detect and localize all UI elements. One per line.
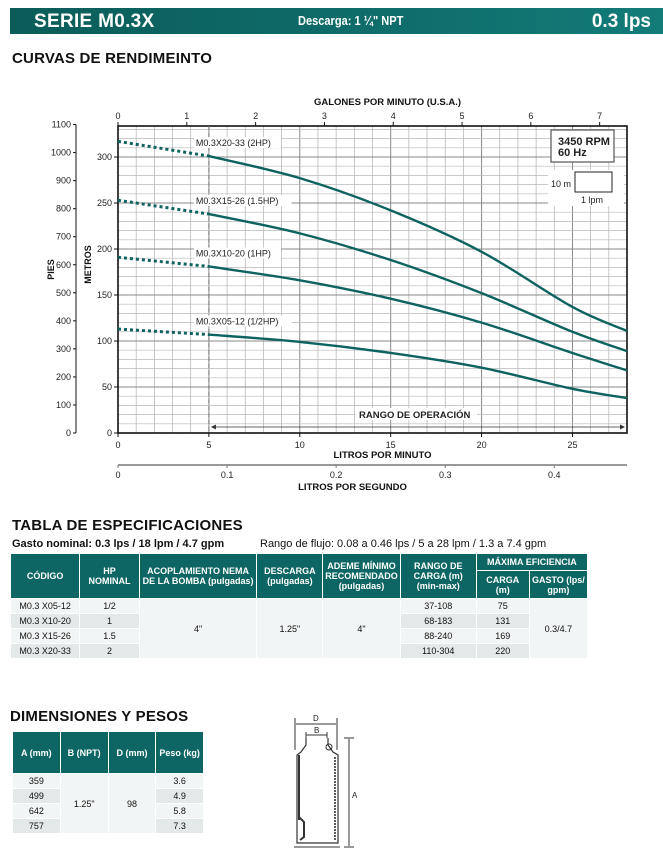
head-cell: 131 xyxy=(476,614,529,629)
nema-cell: 4" xyxy=(139,599,257,659)
head-cell: 169 xyxy=(476,629,529,644)
spec-title: TABLA DE ESPECIFICACIONES xyxy=(12,517,243,534)
hp-cell: 1 xyxy=(80,614,139,629)
x-tick-label: 5 xyxy=(206,440,212,450)
col-max-eff: MÁXIMA EFICIENCIA xyxy=(476,554,587,571)
gpm-axis-label: GALONES POR MINUTO (U.S.A.) xyxy=(313,97,462,108)
weight-cell: 7.3 xyxy=(156,819,204,834)
gpm-tick-label: 2 xyxy=(253,111,259,121)
y-tick-label: 50 xyxy=(101,382,112,392)
arrowhead-left xyxy=(211,425,216,430)
nominal-flow: 0.3 lps xyxy=(591,11,651,32)
spec-row xyxy=(11,599,588,614)
code-cell: M0.3 X10-20 xyxy=(11,614,80,629)
weight-cell: 5.8 xyxy=(156,804,204,819)
col-weight: Peso (kg) xyxy=(156,732,204,774)
label-b: B xyxy=(314,726,320,735)
hp-cell: 1.5 xyxy=(80,629,139,644)
scale-legend-vertical: 10 m xyxy=(551,179,572,189)
discharge-cell: 1.25" xyxy=(257,599,323,659)
dims-table xyxy=(12,731,204,834)
gpm-tick-label: 1 xyxy=(184,111,190,121)
feet-tick-label: 100 xyxy=(55,399,71,410)
hp-cell: 2 xyxy=(80,644,139,659)
a-cell: 757 xyxy=(13,819,61,834)
gpm-tick-label: 7 xyxy=(597,111,603,121)
dims-title: DIMENSIONES Y PESOS xyxy=(10,708,189,725)
col-casing: ADEME MÍNIMO RECOMENDADO (pulgadas) xyxy=(323,554,401,599)
y-tick-label: 150 xyxy=(96,290,112,300)
dims-row xyxy=(13,774,204,789)
x-tick-label: 0 xyxy=(115,440,121,450)
feet-tick-label: 900 xyxy=(55,175,71,186)
col-hp: HP NOMINAL xyxy=(80,554,139,599)
a-cell: 499 xyxy=(13,789,61,804)
col-discharge: DESCARGA (pulgadas) xyxy=(257,554,323,599)
b-cell: 1.25" xyxy=(60,774,108,834)
y-axis-label: METROS xyxy=(83,245,93,284)
y-tick-label: 100 xyxy=(96,336,112,346)
operating-range-label: RANGO DE OPERACIÓN xyxy=(359,410,471,421)
gpm-tick-label: 3 xyxy=(321,111,327,121)
feet-tick-label: 300 xyxy=(55,343,71,354)
feet-tick-label: 200 xyxy=(55,371,71,382)
y-tick-label: 250 xyxy=(96,198,112,208)
x-tick-label: 10 xyxy=(294,440,305,450)
label-a: A xyxy=(352,791,358,800)
gpm-tick-label: 6 xyxy=(528,111,534,121)
head-cell: 75 xyxy=(476,599,529,614)
col-nema: ACOPLAMIENTO NEMA DE LA BOMBA (pulgadas) xyxy=(139,554,257,599)
x-tick-label: 25 xyxy=(567,440,578,450)
col-d: D (mm) xyxy=(108,732,156,774)
series-label: M0.3X05-12 (1/2HP) xyxy=(195,316,279,327)
feet-tick-label: 600 xyxy=(55,259,71,270)
x-tick-label: 15 xyxy=(385,440,396,450)
weight-cell: 3.6 xyxy=(156,774,204,789)
casing-cell: 4" xyxy=(323,599,401,659)
scale-legend-horizontal: 1 lpm xyxy=(581,195,604,205)
feet-tick-label: 1000 xyxy=(50,147,71,158)
y-tick-label: 300 xyxy=(96,152,112,162)
code-cell: M0.3 X15-26 xyxy=(11,629,80,644)
feet-tick-label: 500 xyxy=(55,287,71,298)
feet-axis-label: PIES xyxy=(46,259,56,280)
a-cell: 359 xyxy=(13,774,61,789)
d-cell: 98 xyxy=(108,774,156,834)
discharge-label: Descarga: 1 ¼" NPT xyxy=(298,13,404,28)
feet-tick-label: 400 xyxy=(55,315,71,326)
spec-table xyxy=(10,553,588,659)
arrowhead-right xyxy=(620,425,625,430)
lps-tick-label: 0.1 xyxy=(220,470,234,480)
eff-flow-cell: 0.3/4.7 xyxy=(529,599,587,659)
hp-cell: 1/2 xyxy=(80,599,139,614)
code-cell: M0.3 X05-12 xyxy=(11,599,80,614)
nominal-flow-text: Gasto nominal: 0.3 lps / 18 lpm / 4.7 gpm xyxy=(12,538,225,550)
range-cell: 110-304 xyxy=(400,644,476,659)
feet-tick-label: 0 xyxy=(65,428,71,438)
range-cell: 37-108 xyxy=(400,599,476,614)
feet-tick-label: 700 xyxy=(55,231,71,242)
gpm-tick-label: 5 xyxy=(459,111,465,121)
feet-tick-label: 1100 xyxy=(51,119,71,130)
col-eff-head: CARGA (m) xyxy=(476,571,529,599)
lps-axis-label: LITROS POR SEGUNDO xyxy=(298,482,407,493)
x-tick-label: 20 xyxy=(476,440,487,450)
series-title: SERIE M0.3X xyxy=(34,11,155,32)
gpm-tick-label: 0 xyxy=(115,111,121,121)
y-tick-label: 200 xyxy=(96,244,112,254)
curve-dotted-segment xyxy=(118,257,209,266)
y-tick-label: 0 xyxy=(106,428,112,438)
code-cell: M0.3 X20-33 xyxy=(11,644,80,659)
range-cell: 88-240 xyxy=(400,629,476,644)
cable-guard-left xyxy=(299,755,304,840)
hz-text: 60 Hz xyxy=(558,147,587,159)
col-code: CÓDIGO xyxy=(11,554,80,599)
label-d: D xyxy=(313,714,319,723)
lps-tick-label: 0.2 xyxy=(329,470,343,480)
head-cell: 220 xyxy=(476,644,529,659)
series-label: M0.3X10-20 (1HP) xyxy=(195,248,271,259)
feet-tick-label: 800 xyxy=(55,203,71,214)
lps-tick-label: 0.4 xyxy=(548,470,561,480)
col-eff-flow: GASTO (lps/ gpm) xyxy=(529,571,587,599)
lps-tick-label: 0 xyxy=(115,470,121,480)
weight-cell: 4.9 xyxy=(156,789,204,804)
col-b: B (NPT) xyxy=(60,732,108,774)
col-head-range: RANGO DE CARGA (m) (min-max) xyxy=(400,554,476,599)
x-axis-label: LITROS POR MINUTO xyxy=(333,450,432,461)
lps-tick-label: 0.3 xyxy=(438,470,452,480)
flow-range-text: Rango de flujo: 0.08 a 0.46 lps / 5 a 28 lpm / 1.3 a 7.4 gpm xyxy=(260,538,547,550)
range-cell: 68-183 xyxy=(400,614,476,629)
series-label: M0.3X15-26 (1.5HP) xyxy=(195,196,279,207)
series-label: M0.3X20-33 (2HP) xyxy=(195,138,271,149)
a-cell: 642 xyxy=(13,804,61,819)
rpm-text: 3450 RPM xyxy=(558,136,610,148)
curves-title: CURVAS DE RENDIMEINTO xyxy=(12,50,213,67)
scale-legend-box xyxy=(575,172,612,192)
col-a: A (mm) xyxy=(13,732,61,774)
curve-series-1 xyxy=(209,214,627,351)
gpm-tick-label: 4 xyxy=(390,111,396,121)
curve-series-3 xyxy=(209,335,627,398)
pump-dimension-diagram xyxy=(270,705,390,855)
